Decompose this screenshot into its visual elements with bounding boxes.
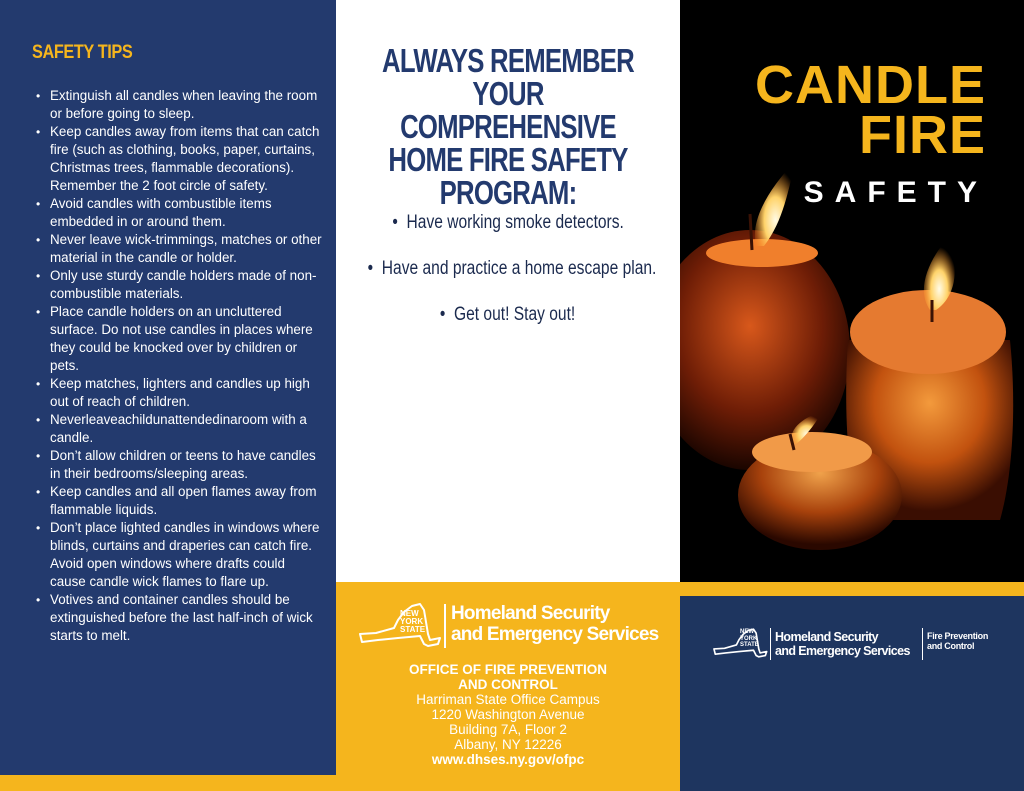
- ny-word: NEW: [400, 609, 419, 618]
- office-name-line-2: AND CONTROL: [458, 677, 558, 692]
- headline: [374, 44, 642, 209]
- program-item-text: Get out! Stay out!: [454, 304, 576, 325]
- office-address: [336, 662, 680, 767]
- office-name-line-1: OFFICE OF FIRE PREVENTION: [408, 662, 607, 677]
- footer-sub-line-2: and Control: [927, 641, 975, 651]
- address-city: Albany, NY 12226: [454, 737, 562, 752]
- footer-logo-line-1: Homeland Security: [775, 630, 879, 644]
- safety-tips-list: [32, 87, 322, 645]
- cover-photo-area: [680, 0, 1024, 582]
- tip-item: • Only use sturdy candle holders made of non-combustible materials.: [32, 267, 322, 303]
- footer-dhses-logo: [710, 624, 1010, 664]
- safety-tips-title: SAFETY TIPS: [32, 42, 133, 63]
- cover-title-fire: FIRE: [858, 105, 986, 165]
- logo-line-1: Homeland Security: [451, 603, 610, 624]
- dhses-logo: [354, 600, 664, 652]
- headline-line: PROGRAM:: [439, 174, 577, 211]
- tip-item: • Extinguish all candles when leaving the room or before going to sleep.: [32, 87, 322, 123]
- tip-item: • Don’t place lighted candles in windows where blinds, curtains and draperies can catch fire. Avoid open windows where drafts could cause candle wick flames to flare up.: [32, 519, 322, 591]
- program-item: • Have and practice a home escape plan.: [367, 258, 657, 279]
- tip-item: • Neverleaveachildunattendedinaroom with a candle.: [32, 411, 322, 447]
- new-york-state-map-icon: [354, 600, 442, 650]
- ny-word: NEW: [740, 629, 754, 635]
- headline-line: HOME FIRE SAFETY: [388, 141, 628, 178]
- tip-item: • Keep candles and all open flames away from flammable liquids.: [32, 483, 322, 519]
- logo-divider: [922, 628, 923, 660]
- candle-left-flame: [755, 160, 796, 246]
- candles-illustration: [680, 150, 1024, 570]
- program-item-text: Have working smoke detectors.: [406, 212, 624, 233]
- cover-title-candle: CANDLE: [755, 55, 986, 115]
- website-link[interactable]: www.dhses.ny.gov/ofpc: [431, 752, 585, 767]
- candle-left-wick: [750, 214, 752, 250]
- address-building: Building 7A, Floor 2: [449, 722, 567, 737]
- address-street: 1220 Washington Avenue: [431, 707, 585, 722]
- tip-item: • Never leave wick-trimmings, matches or other material in the candle or holder.: [32, 231, 322, 267]
- left-gold-strip: [0, 775, 336, 791]
- footer-sub-line-1: Fire Prevention: [927, 631, 989, 641]
- logo-divider: [770, 628, 771, 660]
- tip-item: • Place candle holders on an uncluttered surface. Do not use candles in places where they could be knocked over by children or pets.: [32, 303, 322, 375]
- ny-state-wordmark: [740, 629, 759, 649]
- logo-divider: [444, 604, 446, 648]
- right-gold-strip: [680, 582, 1024, 596]
- ny-word: STATE: [400, 625, 426, 634]
- candle-bottom-top: [752, 432, 872, 472]
- ny-state-wordmark: [400, 610, 425, 634]
- program-item: • Have working smoke detectors.: [392, 212, 624, 233]
- logo-line-2: and Emergency Services: [451, 624, 659, 645]
- tip-item: • Don’t allow children or teens to have candles in their bedrooms/sleeping areas.: [32, 447, 322, 483]
- new-york-state-map-icon: [710, 626, 768, 660]
- ny-word: STATE: [740, 642, 759, 648]
- headline-line: YOUR COMPREHENSIVE: [400, 75, 616, 145]
- tip-item: • Keep matches, lighters and candles up high out of reach of children.: [32, 375, 322, 411]
- program-item: • Get out! Stay out!: [440, 304, 576, 325]
- tip-item: • Keep candles away from items that can catch fire (such as clothing, books, paper, curtains, Christmas trees, flammable decorations). Remember the 2 foot circle of safety.: [32, 123, 322, 195]
- tip-item: • Avoid candles with combustible items embedded in or around them.: [32, 195, 322, 231]
- program-item-text: Have and practice a home escape plan.: [381, 258, 657, 279]
- ny-word: YORK: [400, 617, 424, 626]
- contact-block: [336, 582, 680, 791]
- center-panel: [336, 0, 680, 791]
- address-campus: Harriman State Office Campus: [416, 692, 600, 707]
- right-panel: [680, 0, 1024, 791]
- tip-item: • Votives and container candles should be extinguished before the last half-inch of wick starts to melt.: [32, 591, 322, 645]
- safety-tips-background: [0, 0, 336, 775]
- ny-word: YORK: [740, 635, 758, 642]
- program-list: [336, 212, 680, 350]
- left-panel: [0, 0, 336, 791]
- cover-title-safety: SAFETY: [803, 176, 988, 209]
- headline-line: ALWAYS REMEMBER: [382, 42, 634, 79]
- footer-logo-line-2: and Emergency Services: [775, 644, 910, 658]
